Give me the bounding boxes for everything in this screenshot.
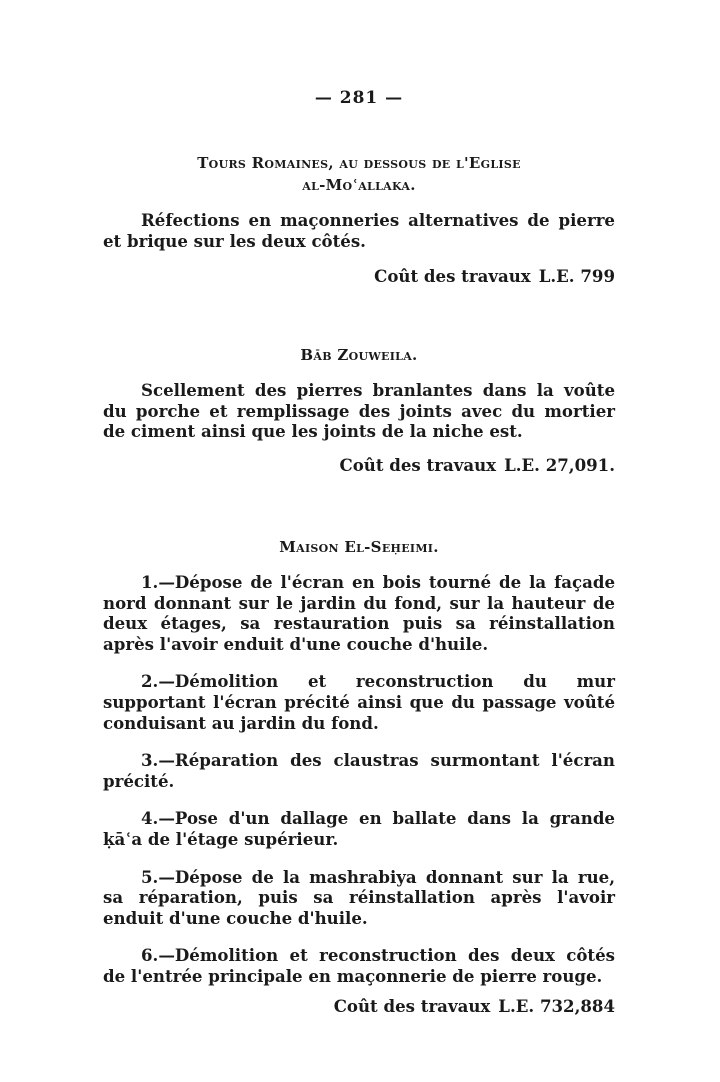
section-heading-line2: al-Moʿallaka. bbox=[302, 176, 416, 194]
cost-line bbox=[103, 454, 615, 476]
paragraph: Scellement des pierres branlantes dans la voûte du porche et remplissage des joints avec du mortier de ciment ainsi que les joints de la niche est. bbox=[103, 380, 615, 442]
document-page bbox=[103, 0, 615, 1082]
page-number: — 281 — bbox=[314, 88, 404, 108]
cost-label: Coût des travaux bbox=[374, 266, 531, 287]
list-item: 2.—Démolition et reconstruction du mur supportant l'écran précité ainsi que du passage voûté conduisant au jardin du fond. bbox=[103, 671, 615, 733]
list-item: 4.—Pose d'un dallage en ballate dans la grande ḳāʿa de l'étage supérieur. bbox=[103, 808, 615, 849]
cost-line bbox=[103, 265, 615, 287]
cost-value: L.E. 27,091. bbox=[504, 454, 615, 475]
cost-line bbox=[103, 995, 615, 1017]
list-item: 5.—Dépose de la mashrabiya donnant sur la rue, sa réparation, puis sa réinstallation après l'avoir enduit d'une couche d'huile. bbox=[103, 866, 615, 928]
cost-value: L.E. 799 bbox=[538, 266, 615, 287]
section-heading: Tours Romaines, au dessous de l'Eglise bbox=[197, 154, 521, 172]
list-item: 3.—Réparation des claustras surmontant l'écran précité. bbox=[103, 750, 615, 791]
paragraph: Réfections en maçonneries alternatives de pierre et brique sur les deux côtés. bbox=[103, 210, 615, 251]
list-item: 6.—Démolition et reconstruction des deux côtés de l'entrée principale en maçonnerie de pierre rouge. bbox=[103, 945, 615, 986]
list-item: 1.—Dépose de l'écran en bois tourné de la façade nord donnant sur le jardin du fond, sur la hauteur de deux étages, sa restauration puis sa réinstallation après l'avoir enduit d'une couche d'huile. bbox=[103, 572, 615, 654]
cost-label: Coût des travaux bbox=[339, 454, 497, 475]
cost-value: L.E. 732,884 bbox=[498, 995, 615, 1016]
section-tours-romaines bbox=[103, 152, 615, 287]
cost-label: Coût des travaux bbox=[333, 995, 491, 1016]
section-heading: Maison El-Seḥeimi. bbox=[279, 538, 439, 556]
section-bab-zouweila bbox=[103, 344, 615, 476]
section-heading: Bāb Zouweila. bbox=[300, 346, 418, 364]
section-maison-el-seheimi bbox=[103, 536, 615, 1017]
